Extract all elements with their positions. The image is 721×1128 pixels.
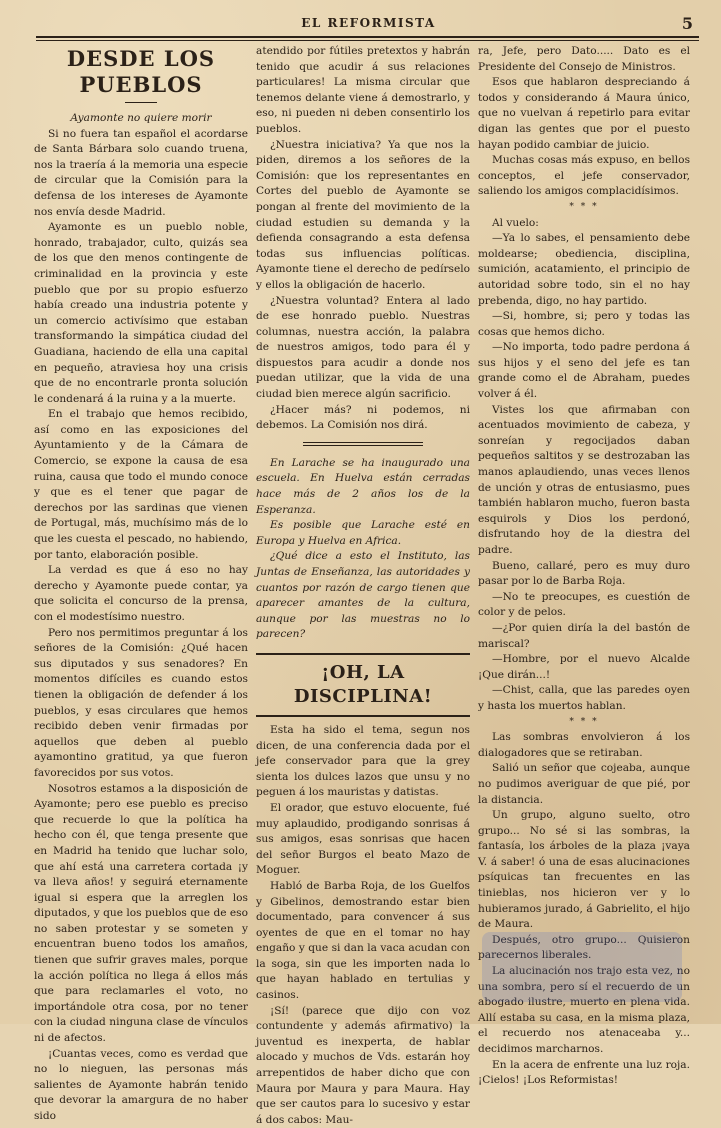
paragraph: —Si, hombre, si; pero y todas las cosas que hemos dicho. xyxy=(478,310,690,338)
note-paragraph: ¿Qué dice a esto el Instituto, las Juntas de Enseñanza, las autoridades y cuantos por razón de cargo tienen que aparecer amantes de la cultura, aunque por las muestras no lo parecen? xyxy=(256,550,470,641)
title-divider xyxy=(125,102,157,103)
paragraph: —No importa, todo padre perdona á sus hijos y el seno del jefe es tan grande como el de Abraham, puedes volver á él. xyxy=(478,341,690,401)
paragraph: La alucinación nos trajo esta vez, no una sombra, pero sí el recuerdo de un abogado ilustre, muerto en plena vida. Allí estaba su casa, en la misma plaza, el recuerdo nos atenaceaba y... decidimos marcharnos. xyxy=(478,965,690,1055)
masthead: EL REFORMISTA xyxy=(301,16,436,30)
paragraph: El orador, que estuvo elocuente, fué muy aplaudido, prodigando sonrisas á sus amigos, esas sonrisas que hacen del señor Burgos el beato Mazo de Moguer. xyxy=(256,801,470,877)
column-3 xyxy=(478,44,690,1087)
paragraph: En la acera de enfrente una luz roja. ¡Cielos! ¡Los Reformistas! xyxy=(478,1058,690,1087)
note-paragraph: Es posible que Larache esté en Europa y Huelva en Africa. xyxy=(256,519,470,547)
note-paragraph: En Larache se ha inaugurado una escuela. En Huelva están cerradas hace más de 2 años los de la Esperanza. xyxy=(256,456,470,516)
paragraph: Si no fuera tan español el acordarse de Santa Bárbara solo cuando truena, nos la traería á la memoria una especie de circular que la Comisión para la defensa de los intereses de Ayamonte nos envía desde Madrid. xyxy=(34,127,248,218)
paragraph: —No te preocupes, es cuestión de color y de pelos. xyxy=(478,590,690,619)
section-stars: * * * xyxy=(569,716,599,727)
paragraph: Las sombras envolvieron á los dialogadores que se retiraban. xyxy=(478,731,690,759)
paragraph: Salió un señor que cojeaba, aunque no pudimos averiguar de que pié, por la distancia. xyxy=(478,762,690,806)
paragraph: —Ya lo sabes, el pensamiento debe moldearse; obediencia, disciplina, sumición, acatamiento, el principio de autoridad sobre todo, sin el no hay prebenda, digo, no hay partido. xyxy=(478,232,690,307)
paragraph: La verdad es que á eso no hay derecho y Ayamonte puede contar, ya que solicita el concurso de la prensa, con el modestísimo nuestro. xyxy=(34,564,248,623)
paragraph: ¿Nuestra voluntad? Entera al lado de ese honrado pueblo. Nuestras columnas, nuestra acción, la palabra de nuestros amigos, todo para él y dispuestos para acudir a donde nos puedan utilizar, que la vida de una ciudad bien merece algún sacrificio. xyxy=(256,294,470,401)
paragraph: atendido por fútiles pretextos y habrán tenido que acudir á sus relaciones particulares! La misma circular que tenemos delante viene á demostrarlo, y eso, ni pueden ni deben consentirlo los pueblos. xyxy=(256,45,470,135)
paragraph: —¿Por quien diría la del bastón de mariscal? xyxy=(478,621,690,650)
paragraph: Ayamonte es un pueblo noble, honrado, trabajador, culto, quizás sea de los que den menos contingente de criminalidad en la provincia y este pueblo que por su propio esfuerzo había creado una industria potente y un comercio activísimo que estaban transformando la simpática ciudad del Guadiana, haciendo de ella una capital en pequeño, atraviesa hoy una crisis que de no encontrarle pronta solución le condenará á la ruina y a la muerte. xyxy=(34,221,248,405)
paragraph: ¡Sí! (parece que dijo con voz contundente y además afirmativo) la juventud es inexperta, de hablar alocado y muchos de Vds. estarán hoy arrepentidos de haber dicho que con Maura por Maura y para Maura. Hay que ser cautos para lo sucesivo y estar á dos cabos: Mau- xyxy=(256,1004,470,1126)
paragraph: Esos que hablaron despreciando á todos y considerando á Maura único, que no vuelvan á repetirlo para evitar digan las gentes que por el puesto hayan podido cambiar de juicio. xyxy=(478,76,690,151)
library-stamp xyxy=(482,932,682,1002)
page-header xyxy=(40,14,697,36)
paragraph: Un grupo, alguno suelto, otro grupo... No sé si las sombras, la fantasía, los árboles de la plaza ¡vaya V. á saber! ó una de esas alucinaciones psíquicas tan frecuentes en las tinieblas, nos hicieron ver y lo hubieramos jurado, á Gabrielito, el hijo de Maura. xyxy=(478,809,690,931)
paragraph: ra, Jefe, pero Dato..... Dato es el Presidente del Consejo de Ministros. xyxy=(478,45,690,73)
paragraph: Después, otro grupo... Quisieron parecernos liberales. xyxy=(478,933,690,962)
paragraph: Nosotros estamos a la disposición de Ayamonte; pero ese pueblo es preciso que recuerde lo que la política ha hecho con él, que tenga presente que en Madrid ha tenido que luchar solo, que ahí está una carretera cortada ¡y va lleva años! y seguirá eternamente igual si espera que la arreglen los diputados, y que los pueblos que de eso no saben protestar y se someten y encuentran bueno todos los amaños, tienen que sufrir graves males, porque la acción política no llega á ellos más que para reclamarles el voto, no importándole otra cosa, por no tener con la ciudad ninguna clase de vínculos ni de afectos. xyxy=(34,782,248,1045)
article-subtitle: Ayamonte no quiere morir xyxy=(70,112,212,124)
paragraph: En el trabajo que hemos recibido, así como en las exposiciones del Ayuntamiento y de la Cámara de Comercio, se expone la causa de esa ruina, causa que todo el mundo conoce y que es el tener que pagar de derechos por las sardinas que vienen de Portugal, más, muchísimo más de lo que les cuesta el pescado, no habiendo, por tanto, elaboración posible. xyxy=(34,408,248,561)
column-2 xyxy=(256,44,470,1126)
section-stars: * * * xyxy=(569,201,599,212)
paragraph: ¡Cuantas veces, como es verdad que no lo nieguen, las personas más salientes de Ayamonte habrán tenido que devorar la amargura de no haber sido xyxy=(34,1047,248,1122)
paragraph: ¿Nuestra iniciativa? Ya que nos la piden, diremos a los señores de la Comisión: que los representantes en Cortes del pueblo de Ayamonte se pongan al frente del movimiento de la ciudad estudien su demanda y la defienda consagrando a esta defensa todas sus influencias políticas. Ayamonte tiene el derecho de pedírselo y ellos la obligación de hacerlo. xyxy=(256,138,470,291)
section-divider xyxy=(303,442,423,446)
article-title-oh-la-disciplina: ¡OH, LA DISCIPLINA! xyxy=(256,653,470,717)
paragraph: —Hombre, por el nuevo Alcalde ¡Que dirán...! xyxy=(478,653,690,681)
page-number: 5 xyxy=(681,14,693,33)
column-1 xyxy=(34,44,248,1122)
paragraph: Habló de Barba Roja, de los Guelfos y Gibelinos, demostrando estar bien documentado, para convencer á sus oyentes de que en el tomar no hay engaño y que si dan la vaca acudan con la soga, sin que les importen nada lo que hayan hablado en tertulias y casinos. xyxy=(256,879,470,1002)
paragraph: Vistes los que afirmaban con acentuados movimiento de cabeza, y sonreían y regocijados daban pequeños saltitos y se destrozaban las manos aplaudiendo, unas veces llenos de unción y otras de entusiasmo, pues también hablaron mucho, fueron basta esquirols y Dios los perdonó, disfrutando hoy de la diestra del padre. xyxy=(478,403,690,556)
paragraph: ¿Hacer más? ni podemos, ni debemos. La Comisión nos dirá. xyxy=(256,403,470,432)
paragraph: Esta ha sido el tema, segun nos dicen, de una conferencia dada por el jefe conservador para que la grey sienta los dulces lazos que unsu y no peguen á los mauristas y datistas. xyxy=(256,723,470,799)
paragraph: Pero nos permitimos preguntar á los señores de la Comisión: ¿Qué hacen sus diputados y sus senadores? En momentos difíciles es cuando estos tienen la obligación de defender á los pueblos, y esas circulares que hemos recibido deben venir firmadas por aquellos que deben al pueblo ayamontino gratitud, ya que fueron favorecidos por sus votos. xyxy=(34,626,248,779)
paragraph: —Chist, calla, que las paredes oyen y hasta los muertos hablan. xyxy=(478,684,690,712)
header-rule xyxy=(36,36,699,41)
paragraph: Bueno, callaré, pero es muy duro pasar por lo de Barba Roja. xyxy=(478,559,690,588)
article-title-desde-los-pueblos: DESDE LOS PUEBLOS xyxy=(66,46,216,97)
paragraph: Muchas cosas más expuso, en bellos conceptos, el jefe conservador, saliendo los amigos complacidísimos. xyxy=(478,154,690,198)
paragraph: Al vuelo: xyxy=(492,216,539,229)
